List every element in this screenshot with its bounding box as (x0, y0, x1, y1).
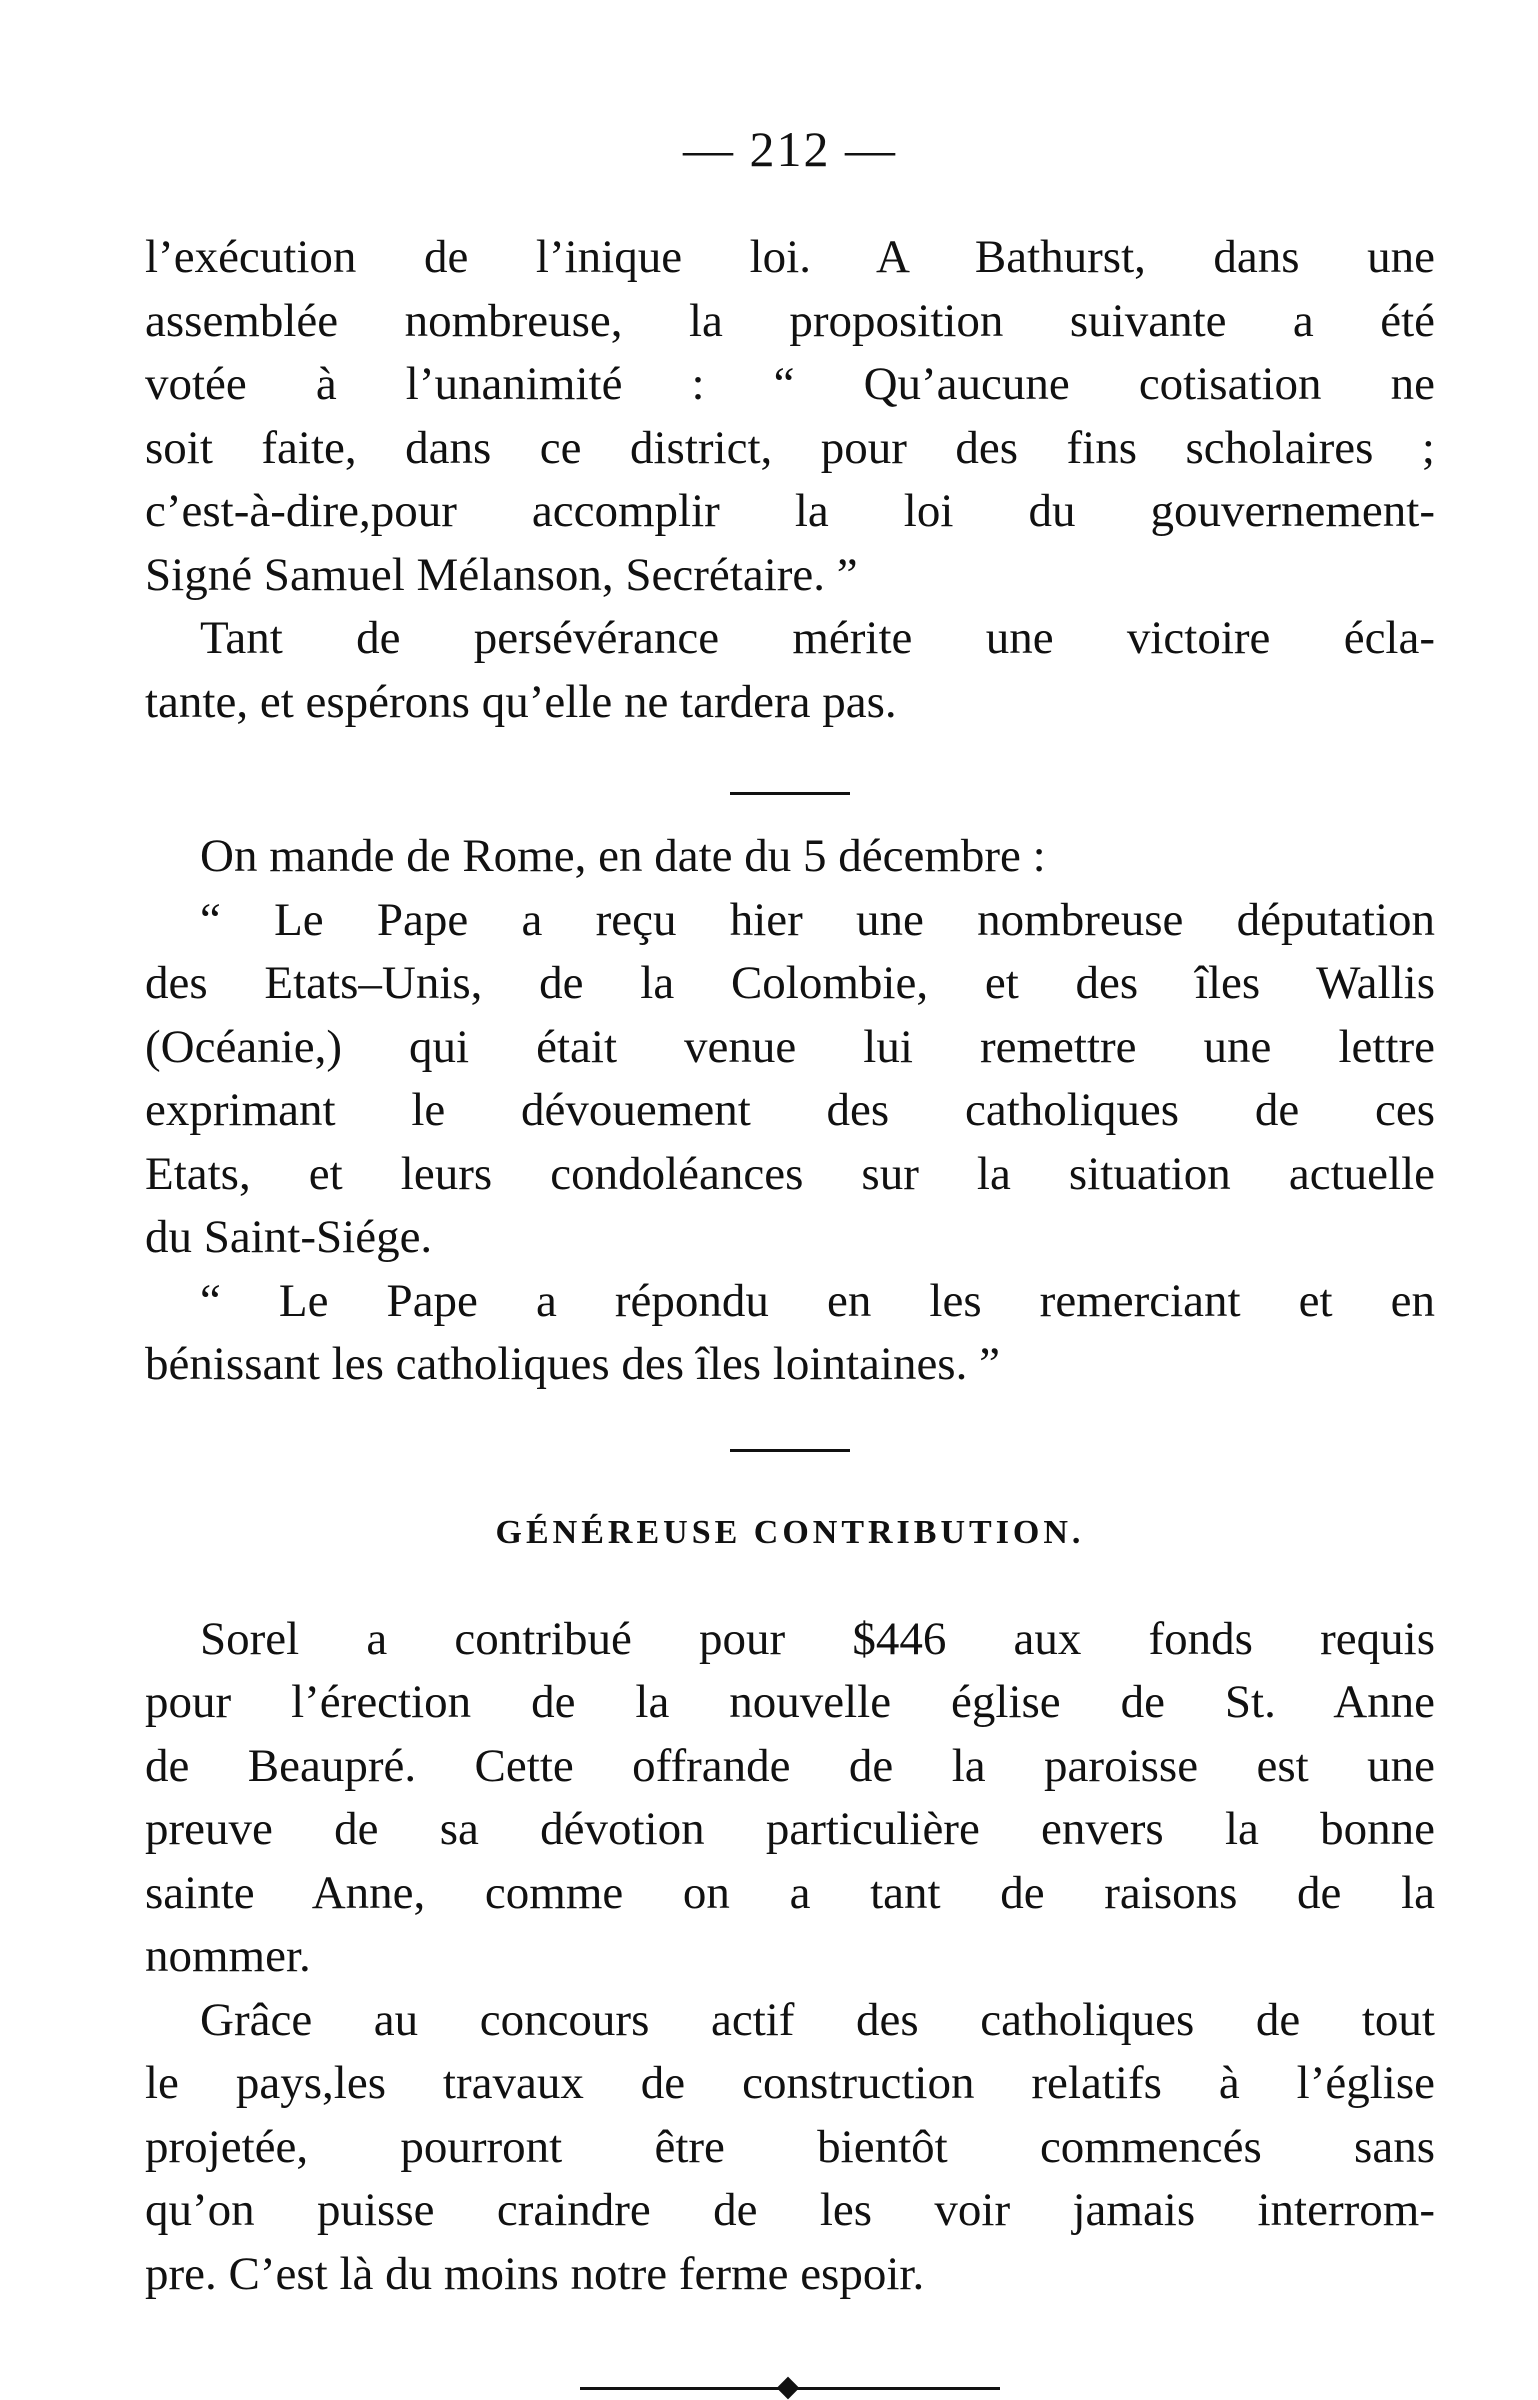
printed-page (145, 120, 1435, 2400)
text-line: tante, et espérons qu’elle ne tardera pas. (145, 675, 897, 728)
paragraph-rome-dateline (145, 825, 1435, 889)
text-line: sainte Anne, comme on a tant de raisons de la (145, 1866, 1435, 1919)
text-line: votée à l’unanimité : “ Qu’aucune cotisation ne (145, 358, 1435, 410)
text-line: pre. C’est là du moins notre ferme espoir. (145, 2247, 925, 2300)
paragraph-bathurst-resolution (145, 226, 1435, 607)
text-line: soit faite, dans ce district, pour des fins scholaires ; (145, 421, 1435, 474)
text-line: Sorel a contribué pour $446 aux fonds requis (200, 1612, 1435, 1665)
text-line: “ Le Pape a répondu en les remerciant et en (200, 1274, 1435, 1327)
paragraph-pope-response (145, 1270, 1435, 1397)
paragraph-church-construction (145, 1989, 1435, 2307)
paragraph-perseverance (145, 607, 1435, 734)
text-line: preuve de sa dévotion particulière envers la bonne (145, 1803, 1435, 1855)
text-line: du Saint-Siége. (145, 1211, 433, 1263)
text-line: “ Le Pape a reçu hier une nombreuse députation (200, 893, 1435, 946)
text-line: l’exécution de l’inique loi. A Bathurst, dans une (145, 231, 1435, 283)
text-line: (Océanie,) qui était venue lui remettre une lettre (145, 1020, 1435, 1073)
text-line: qu’on puisse craindre de les voir jamais interrom- (145, 2184, 1435, 2236)
section-heading: GÉNÉREUSE CONTRIBUTION. (495, 1513, 1085, 1551)
text-line: le pays,les travaux de construction relatifs à l’église (145, 2057, 1435, 2109)
text-line: On mande de Rome, en date du 5 décembre : (200, 830, 1046, 882)
text-line: des Etats–Unis, de la Colombie, et des îles Wallis (145, 957, 1435, 1009)
text-line: Signé Samuel Mélanson, Secrétaire. ” (145, 548, 858, 601)
end-ornament (580, 2376, 1000, 2400)
ornament-diamond (777, 2377, 800, 2400)
paragraph-pope-deputation (145, 889, 1435, 1270)
text-line: exprimant le dévouement des catholiques de ces (145, 1084, 1435, 1136)
text-line: bénissant les catholiques des îles lointaines. ” (145, 1338, 1000, 1390)
section-divider (730, 1449, 850, 1452)
text-line: pour l’érection de la nouvelle église de St. Anne (145, 1676, 1435, 1728)
page-number: — 212 — (683, 121, 897, 177)
text-line: Tant de persévérance mérite une victoire écla- (200, 612, 1435, 664)
section-divider (730, 792, 850, 795)
text-line: assemblée nombreuse, la proposition suivante a été (145, 294, 1435, 347)
text-line: de Beaupré. Cette offrande de la paroisse est une (145, 1739, 1435, 1792)
text-line: Grâce au concours actif des catholiques de tout (200, 1993, 1435, 2046)
text-line: nommer. (145, 1930, 311, 1982)
paragraph-sorel-contribution (145, 1608, 1435, 1989)
text-line: Etats, et leurs condoléances sur la situation actuelle (145, 1147, 1435, 1200)
text-line: c’est-à-dire,pour accomplir la loi du gouvernement- (145, 485, 1435, 537)
text-line: projetée, pourront être bientôt commencés sans (145, 2120, 1435, 2173)
